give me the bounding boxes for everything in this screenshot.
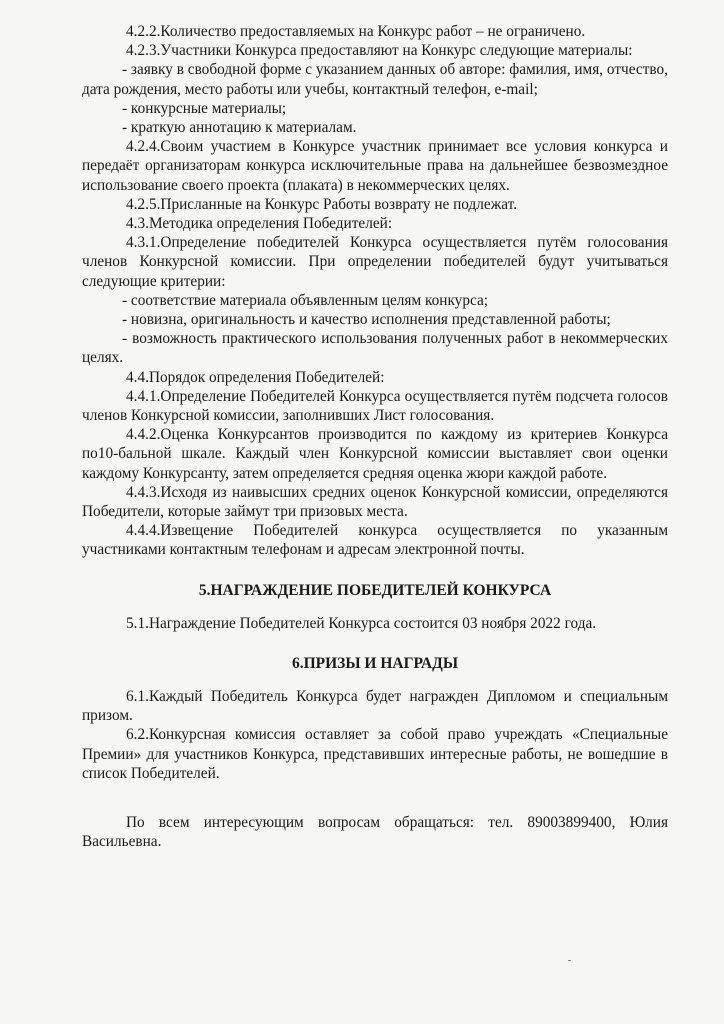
- criterion-3: - возможность практического использования полученных работ в некоммерческих целях.: [82, 330, 668, 367]
- list-item-annotation: - краткую аннотацию к материалам.: [122, 119, 357, 137]
- criterion-1: - соответствие материала объявленным целям конкурса;: [122, 291, 488, 309]
- paragraph-6-1: 6.1.Каждый Победитель Конкурса будет награжден Дипломом и специальным призом.: [82, 687, 668, 725]
- paragraph-4-3-1: 4.3.1.Определение победителей Конкурса осуществляется путём голосования членов Конкурсной комиссии. При определении победителей будут учитываться следующие критерии:: [82, 234, 668, 290]
- criterion-2: - новизна, оригинальность и качество исполнения представленной работы;: [122, 311, 611, 329]
- paragraph-4-4: 4.4.Порядок определения Победителей:: [126, 368, 385, 386]
- paragraph-4-2-2: 4.2.2.Количество предоставляемых на Конкурс работ – не ограничено.: [126, 23, 586, 40]
- paragraph-4-4-2: 4.4.2.Оценка Конкурсантов производится по каждому из критериев Конкурса по10-бальной шкале. Каждый член Конкурсной комиссии выставляет свои оценки каждому Конкурсанту, затем определяется средняя оценка жюри каждой работе.: [82, 426, 668, 482]
- paragraph-4-4-4: 4.4.4.Извещение Победителей конкурса осуществляется по указанным участниками контактным телефонам и адресам электронной почты.: [82, 522, 668, 559]
- list-item-application: - заявку в свободной форме с указанием данных об авторе: фамилия, имя, отчество, дата рождения, место работы или учебы, контактный телефон, e-mail;: [82, 61, 668, 98]
- paragraph-4-4-1: 4.4.1.Определение Победителей Конкурса осуществляется путём подсчета голосов членов Конкурсной комиссии, заполнивших Лист голосования.: [82, 387, 668, 425]
- contact-info: По всем интересующим вопросам обращаться: тел. 89003899400, Юлия Васильевна.: [82, 813, 668, 851]
- scan-speck: [568, 960, 571, 961]
- paragraph-4-2-4: 4.2.4.Своим участием в Конкурсе участник принимает все условия конкурса и передаёт организаторам конкурса исключительные права на дальнейшее безвозмездное использование своего проекта (плаката) в некоммерческих целях.: [82, 138, 668, 194]
- paragraph-4-3: 4.3.Методика определения Победителей:: [126, 215, 393, 233]
- paragraph-6-2: 6.2.Конкурсная комиссия оставляет за собой право учреждать «Специальные Премии» для участников Конкурса, представивших интересные работы, не вошедшие в список Победителей.: [82, 726, 668, 782]
- document-body: [82, 22, 668, 851]
- paragraph-4-2-3: 4.2.3.Участники Конкурса предоставляют на Конкурс следующие материалы:: [126, 42, 633, 60]
- section-heading-6: 6.ПРИЗЫ И НАГРАДЫ: [291, 654, 459, 672]
- section-heading-5: 5.НАГРАЖДЕНИЕ ПОБЕДИТЕЛЕЙ КОНКУРСА: [198, 581, 552, 599]
- paragraph-4-2-5: 4.2.5.Присланные на Конкурс Работы возврату не подлежат.: [126, 195, 518, 213]
- paragraph-5-1: 5.1.Награждение Победителей Конкурса состоится 03 ноября 2022 года.: [126, 614, 597, 632]
- list-item-materials: - конкурсные материалы;: [122, 99, 287, 117]
- paragraph-4-4-3: 4.4.3.Исходя из наивысших средних оценок Конкурсной комиссии, определяются Победители, которые займут три призовых места.: [82, 483, 668, 521]
